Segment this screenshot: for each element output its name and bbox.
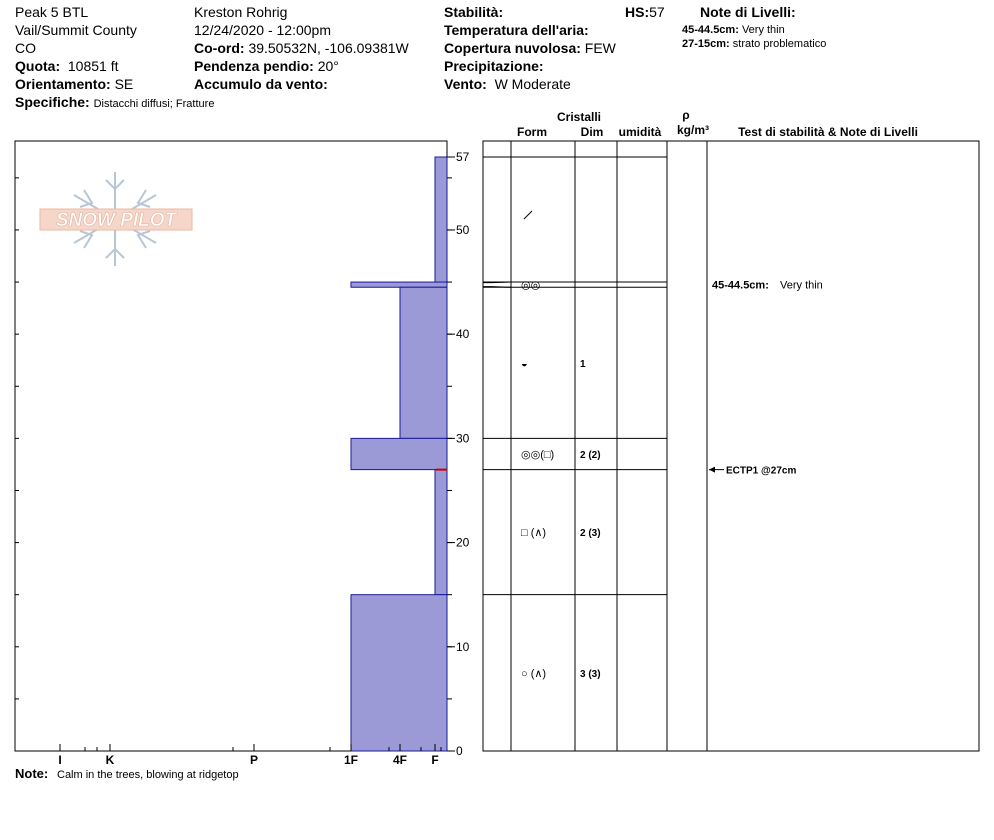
specifiche-value: Distacchi diffusi; Fratture: [93, 98, 215, 110]
hardness-bar-4: [351, 438, 447, 469]
annotation-text-1: Very thin: [780, 279, 823, 292]
header-form: Form: [517, 125, 547, 139]
dim-value-3: 1: [580, 358, 586, 370]
test-label-1: ECTP1 @27cm: [726, 465, 797, 477]
x-tick-label-I: I: [58, 753, 62, 767]
wind-label: Vento:: [444, 76, 487, 92]
logo-text: SNOW PILOT: [55, 210, 177, 231]
y-tick-label-50: 50: [456, 222, 470, 237]
header-umidita: umidità: [618, 125, 662, 139]
y-tick-label-57: 57: [456, 150, 470, 164]
hardness-bar-6: [351, 595, 447, 751]
cloud-value: FEW: [584, 40, 616, 56]
layer-note-1-text: Very thin: [741, 24, 785, 36]
layer-note-2-text: strato problematico: [732, 38, 827, 50]
cloud-label: Copertura nuvolosa:: [444, 40, 581, 56]
y-tick-label-40: 40: [456, 327, 470, 342]
x-tick-label-K: K: [105, 753, 115, 767]
x-tick-label-4F: 4F: [392, 753, 408, 767]
specifiche-label: Specifiche:: [15, 94, 90, 110]
coord-label: Co-ord:: [194, 40, 245, 56]
test-arrow-head-1: [709, 467, 715, 473]
hardness-bar-1: [435, 157, 447, 282]
dim-value-6: 3 (3): [580, 668, 601, 680]
datetime: 12/24/2020 - 12:00pm: [194, 22, 331, 38]
x-tick-label-P: P: [249, 753, 259, 767]
hardness-bar-5: [435, 470, 447, 595]
layer-note-2-range: 27-15cm:: [682, 38, 730, 50]
quota-value: 10851 ft: [67, 58, 119, 74]
layer-notes-label: Note di Livelli:: [700, 4, 796, 20]
observer: Kreston Rohrig: [194, 4, 288, 20]
snowpilot-logo: [40, 172, 192, 266]
hs-label: HS:: [625, 4, 650, 20]
layer-note-1-range: 45-44.5cm:: [682, 24, 739, 36]
coord-value: 39.50532N, -106.09381W: [248, 40, 409, 56]
dim-value-5: 2 (3): [580, 528, 601, 540]
state: CO: [15, 40, 36, 56]
location: Peak 5 BTL: [15, 4, 89, 20]
y-tick-label-30: 30: [456, 431, 470, 446]
y-tick-label-0: 0: [456, 744, 463, 758]
wind-value: W Moderate: [494, 76, 571, 92]
header-cristalli: Cristalli: [556, 110, 602, 124]
region: Vail/Summit County: [15, 22, 137, 38]
dim-value-4: 2 (2): [580, 450, 601, 461]
header-rho: ρ: [682, 108, 690, 122]
annotation-range-1: 45-44.5cm:: [712, 279, 769, 292]
hs-value: 57: [649, 4, 665, 20]
x-tick-label-F: F: [431, 753, 439, 767]
y-tick-label-20: 20: [456, 535, 470, 550]
wind-accum-label: Accumulo da vento:: [194, 76, 328, 92]
note-text: Calm in the trees, blowing at ridgetop: [57, 769, 239, 781]
note-label: Note:: [15, 766, 49, 781]
form-symbol-6: ○ (∧): [521, 667, 547, 680]
orientation-value: SE: [114, 76, 134, 92]
hardness-bar-2: [351, 282, 447, 287]
precip-label: Precipitazione:: [444, 58, 544, 74]
slope-label: Pendenza pendio:: [194, 58, 314, 74]
form-symbol-1: [524, 211, 532, 219]
orientation-label: Orientamento:: [15, 76, 111, 92]
quota-label: Quota:: [15, 58, 61, 74]
hardness-bar-3: [400, 287, 447, 438]
slope-value: 20°: [317, 58, 339, 74]
form-symbol-5: □ (∧): [521, 527, 547, 540]
header-density-unit: kg/m³: [676, 123, 710, 137]
header-stability-notes: Test di stabilità & Note di Livelli: [738, 125, 918, 139]
y-tick-label-10: 10: [456, 639, 470, 654]
x-tick-label-1F: 1F: [343, 753, 359, 767]
stability-label: Stabilità:: [444, 4, 504, 20]
form-symbol-2: ◎◎: [521, 279, 541, 292]
form-symbol-3: ◒: [521, 357, 528, 370]
layer-table-frame: [483, 141, 979, 751]
air-temp-label: Temperatura dell'aria:: [444, 22, 589, 38]
form-symbol-4: ◎◎(□): [521, 449, 555, 461]
header-dim: Dim: [580, 125, 604, 139]
